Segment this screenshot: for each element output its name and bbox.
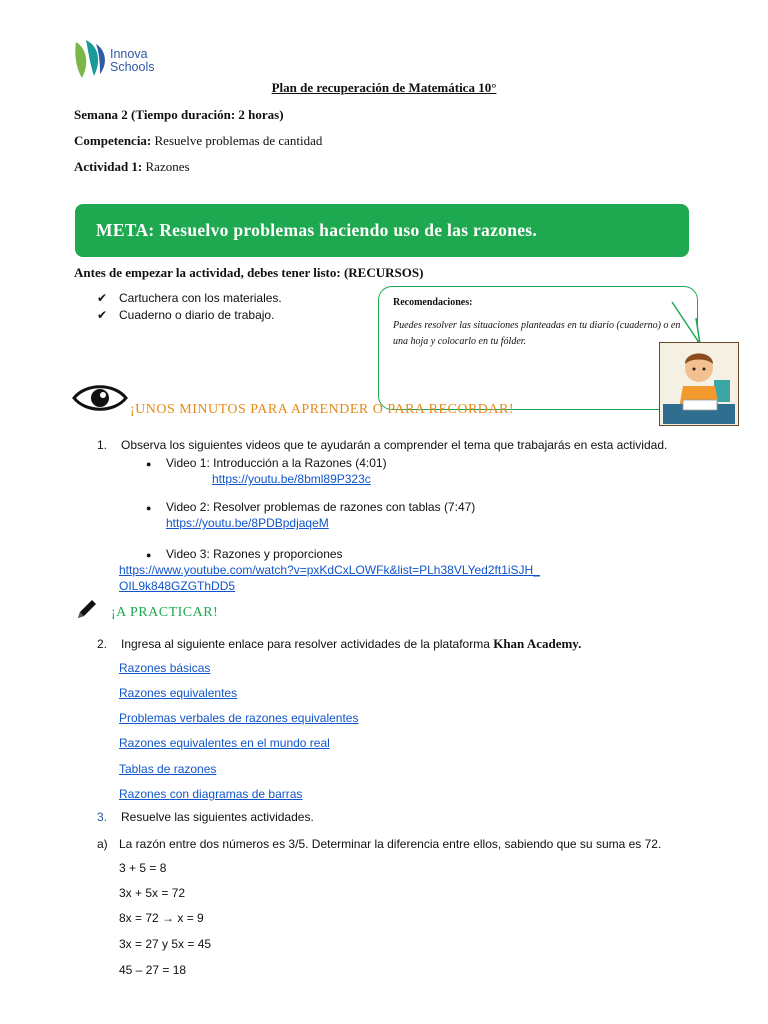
step-text: Resuelve las siguientes actividades. [121,810,314,824]
logo-text [110,48,154,74]
video-label: Video 1: Introducción a la Razones (4:01) [166,456,387,470]
recommendation-body: Puedes resolver las situaciones planteadas en tu diario (cuaderno) o en una hoja y colocarlo en tu fólder. [393,320,681,347]
problem-label: a) [97,837,108,851]
logo-line1: Innova [110,47,148,61]
competencia-value: Resuelve problemas de cantidad [151,133,323,148]
eye-icon [72,381,128,415]
khan-link[interactable]: Razones básicas [119,661,211,675]
recommendation-bubble [378,286,698,410]
actividad-line [74,159,190,175]
page-title: Plan de recuperación de Matemática 10° [271,80,497,95]
step-number: 2. [97,637,108,651]
video-item-3 [146,547,343,561]
logo-line2: Schools [110,60,155,74]
solution-line: 8x = 72 → x = 9 [119,911,204,925]
video-link-3-line2[interactable]: OIL9k848GZGThDD5 [119,579,236,593]
section-heading-aprender: ¡UNOS MINUTOS PARA APRENDER O PARA RECORDAR! [130,402,515,417]
khan-link[interactable]: Tablas de razones [119,762,217,776]
semana-line: Semana 2 (Tiempo duración: 2 horas) [74,107,284,122]
meta-banner: META: Resuelvo problemas haciendo uso de las razones. [75,204,689,257]
video-link-2[interactable]: https://youtu.be/8PDBpdjaqeM [166,516,329,530]
step-text: Observa los siguientes videos que te ayudarán a comprender el tema que trabajarás en esta actividad. [121,438,668,452]
recursos-value: (RECURSOS) [343,265,424,280]
pencil-icon [74,596,100,622]
check-icon: ✔ [97,308,108,322]
actividad-value: Razones [142,159,190,174]
video-label: Video 3: Razones y proporciones [166,547,343,561]
section-heading-practicar: ¡A PRACTICAR! [111,605,219,620]
video-label: Video 2: Resolver problemas de razones con tablas (7:47) [166,500,476,514]
bullet-icon: ● [146,459,152,469]
solution-line: 3 + 5 = 8 [119,861,167,875]
problem-a [97,837,661,851]
problem-text: La razón entre dos números es 3/5. Determinar la diferencia entre ellos, sabiendo que su suma es 72. [119,837,662,851]
competencia-line [74,133,322,149]
khan-academy-label: Khan Academy. [493,636,582,651]
step-number: 3. [97,810,108,824]
checklist-text: Cartuchera con los materiales. [119,291,282,305]
bullet-icon: ● [146,550,152,560]
check-icon: ✔ [97,291,108,305]
video-item-2 [146,500,475,514]
khan-link[interactable]: Razones con diagramas de barras [119,787,303,801]
competencia-label: Competencia: [74,133,152,148]
student-studying-icon [659,342,739,426]
checklist-text: Cuaderno o diario de trabajo. [119,308,275,322]
video-item-1 [146,456,387,470]
khan-link[interactable]: Razones equivalentes en el mundo real [119,736,330,750]
step-1 [97,438,667,452]
recursos-label: Antes de empezar la actividad, debes tener listo: [74,265,344,280]
khan-link[interactable]: Razones equivalentes [119,686,238,700]
checklist-item [97,291,282,305]
recursos-line [74,265,423,281]
step-number: 1. [97,438,108,452]
step-text: Ingresa al siguiente enlace para resolver actividades de la plataforma [121,637,494,651]
video-link-1[interactable]: https://youtu.be/8bml89P323c [212,472,371,486]
solution-line: 3x + 5x = 72 [119,886,186,900]
recommendation-title: Recomendaciones: [393,297,473,308]
solution-line: 45 – 27 = 18 [119,963,187,977]
step-2 [97,636,581,652]
actividad-label: Actividad 1: [74,159,143,174]
khan-link[interactable]: Problemas verbales de razones equivalentes [119,711,359,725]
bullet-icon: ● [146,503,152,513]
checklist-item [97,308,274,322]
solution-line: 3x = 27 y 5x = 45 [119,937,212,951]
step-3 [97,810,314,824]
video-link-3-line1[interactable]: https://www.youtube.com/watch?v=pxKdCxLOWFk&list=PLh38VLYed2ft1iSJH_ [119,563,540,577]
